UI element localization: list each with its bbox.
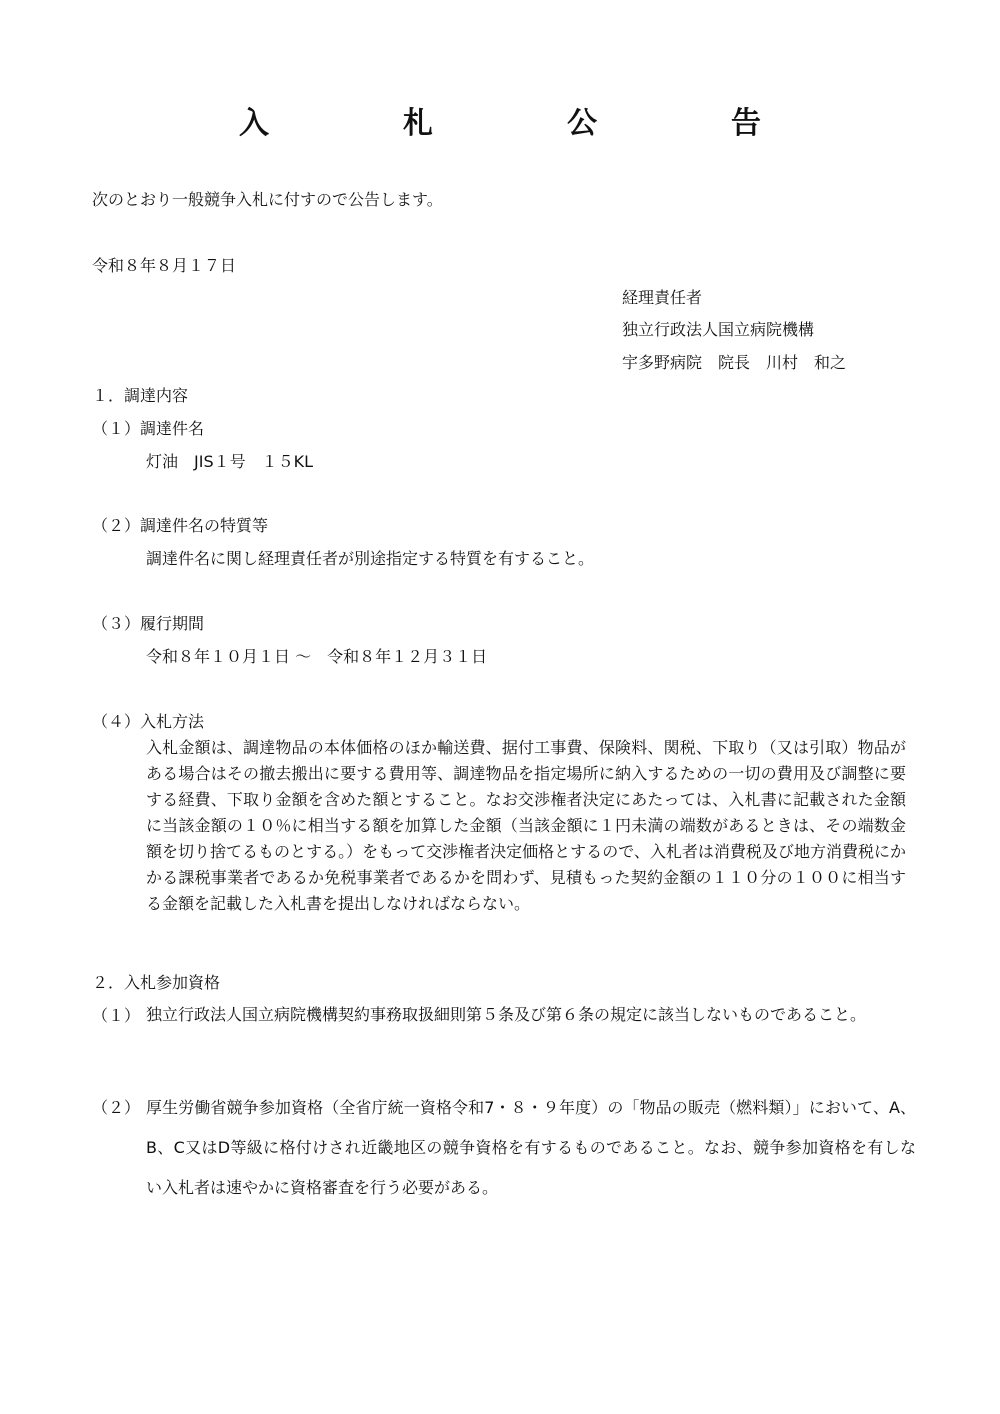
issuer-organization: 独立行政法人国立病院機構 <box>622 320 815 339</box>
intro-text: 次のとおり一般競争入札に付すので公告します。 <box>92 190 443 209</box>
item-label: （２） <box>92 1098 141 1117</box>
item-label: （２）調達件名の特質等 <box>92 516 269 535</box>
section-heading: ２．入札参加資格 <box>92 973 221 992</box>
item-text: 灯油 JIS１号 １５KL <box>146 452 314 471</box>
item-label: （１）調達件名 <box>92 419 205 438</box>
item-label: （４）入札方法 <box>92 712 205 731</box>
item-label: （１） <box>92 1006 141 1025</box>
issuer-title: 経理責任者 <box>622 288 703 307</box>
section-heading: １．調達内容 <box>92 386 189 405</box>
item-text: 令和８年１０月１日 ～ 令和８年１２月３１日 <box>146 647 488 666</box>
qualification-paragraph: 独立行政法人国立病院機構契約事務取扱細則第５条及び第６条の規定に該当しないものであること。 <box>146 1005 867 1024</box>
document-title: 入 札 公 告 <box>239 106 813 141</box>
qualification-paragraph: 厚生労働省競争参加資格（全省庁統一資格令和7・８・９年度）の「物品の販売（燃料類）」において、A、B、C又はD等級に格付けされ近畿地区の競争資格を有するものであること。なお、競争参加資格を有しない入札者は速やかに資格審査を行う必要がある。 <box>146 1098 916 1197</box>
bid-method-paragraph: 入札金額は、調達物品の本体価格のほか輸送費、据付工事費、保険料、関税、下取り（又は引取）物品がある場合はその撤去搬出に要する費用等、調達物品を指定場所に納入するための一切の費用及び調整に要する経費、下取り金額を含めた額とすること。なお交渉権者決定にあたっては、入札書に記載された金額に当該金額の１０％に相当する額を加算した金額（当該金額に１円未満の端数があるときは、その端数金額を切り捨てるものとする。）をもって交渉権者決定価格とするので、入札者は消費税及び地方消費税にかかる課税事業者であるか免税事業者であるかを問わず、見積もった契約金額の１１０分の１００に相当する金額を記載した入札書を提出しなければならない。 <box>146 738 906 913</box>
issuer-name: 宇多野病院 院長 川村 和之 <box>622 353 847 372</box>
issue-date: 令和８年８月１７日 <box>92 256 237 275</box>
item-text: 調達件名に関し経理責任者が別途指定する特質を有すること。 <box>146 549 595 568</box>
item-label: （３）履行期間 <box>92 614 205 633</box>
